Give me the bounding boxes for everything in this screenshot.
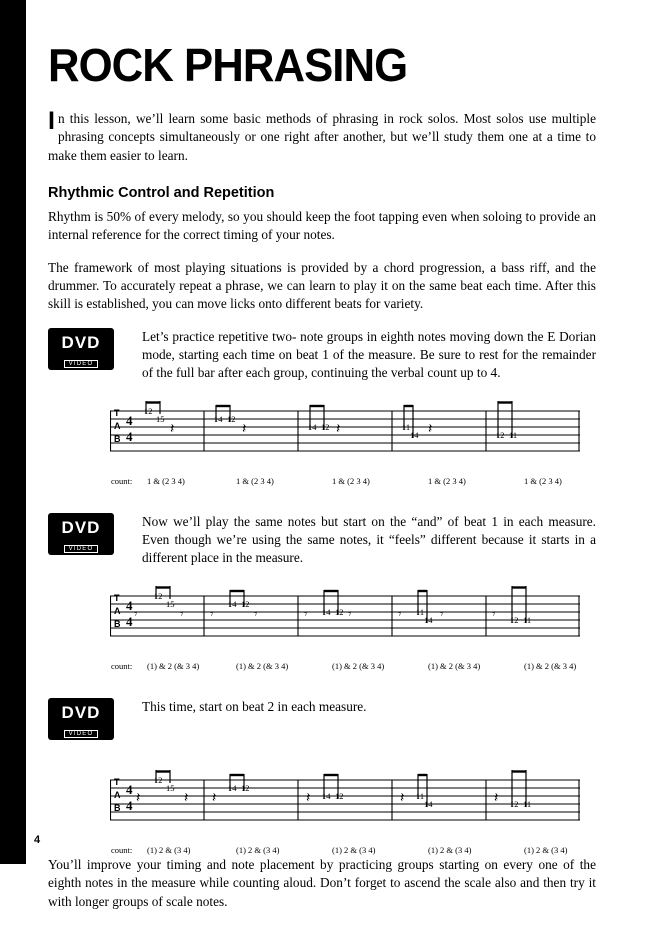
- tab-staff-svg-1: [110, 401, 580, 467]
- example-3-block: [48, 698, 604, 752]
- svg-text:A: A: [114, 789, 121, 800]
- example-3-count-row: [110, 844, 580, 856]
- example-2-block: [48, 513, 604, 568]
- count-measure: (1) & 2 (& 3 4): [147, 660, 200, 671]
- svg-text:14: 14: [424, 614, 433, 625]
- svg-text:𝄽: 𝄽: [494, 789, 499, 806]
- count-measure: 1 & (2 3 4): [332, 475, 370, 486]
- example-3-tab-staff: [110, 770, 580, 856]
- example-3-text: This time, start on beat 2 in each measure.: [142, 698, 367, 714]
- example-1-text: Let’s practice repetitive two- note groups in eighth notes moving down the E Dorian mode, starting each time on beat 1 of the measure. Be sure to rest for the remainder of the full bar after each group, continuing the verbal count up to 4.: [142, 328, 596, 381]
- dvd-video-icon: [48, 513, 114, 555]
- svg-text:𝄽: 𝄽: [212, 789, 217, 806]
- svg-text:𝄾: 𝄾: [440, 606, 444, 622]
- count-measure: (1) & 2 (& 3 4): [428, 660, 481, 671]
- svg-text:15: 15: [156, 413, 165, 424]
- svg-text:11: 11: [523, 798, 532, 809]
- svg-text:14: 14: [228, 598, 237, 609]
- svg-text:T: T: [114, 776, 120, 787]
- svg-text:𝄾: 𝄾: [492, 606, 496, 622]
- svg-text:𝄽: 𝄽: [184, 789, 189, 806]
- svg-text:𝄾: 𝄾: [210, 606, 214, 622]
- svg-text:4: 4: [126, 797, 133, 813]
- svg-text:T: T: [114, 407, 120, 418]
- svg-text:14: 14: [322, 790, 331, 801]
- svg-text:𝄾: 𝄾: [304, 606, 308, 622]
- svg-text:𝄾: 𝄾: [134, 606, 138, 622]
- svg-text:14: 14: [308, 421, 317, 432]
- svg-text:B: B: [114, 433, 121, 444]
- svg-text:11: 11: [509, 429, 518, 440]
- svg-text:𝄽: 𝄽: [242, 420, 247, 437]
- svg-text:14: 14: [424, 798, 433, 809]
- count-measure: 1 & (2 3 4): [524, 475, 562, 486]
- tab-staff-svg-2: [110, 586, 580, 652]
- svg-text:12: 12: [335, 790, 344, 801]
- page-content: [48, 0, 604, 925]
- svg-text:12: 12: [241, 782, 250, 793]
- count-measure: (1) 2 & (3 4): [524, 844, 568, 855]
- example-1-tab-staff: [110, 401, 580, 487]
- svg-text:𝄽: 𝄽: [170, 420, 175, 437]
- outro-paragraph: You’ll improve your timing and note placement by practicing groups starting on every one of the eighth notes in the measure while counting aloud. Don’t forget to ascend the scale also and then try it with longer groups of scale notes.: [48, 856, 596, 909]
- svg-text:12: 12: [321, 421, 330, 432]
- svg-text:12: 12: [154, 774, 163, 785]
- svg-text:T: T: [114, 592, 120, 603]
- svg-text:14: 14: [214, 413, 223, 424]
- dvd-icon-sublabel: VIDEO: [64, 545, 99, 553]
- intro-paragraph: [48, 107, 596, 165]
- svg-text:12: 12: [154, 590, 163, 601]
- svg-text:A: A: [114, 420, 121, 431]
- dvd-icon-label: DVD: [61, 517, 101, 537]
- count-measure: (1) 2 & (3 4): [428, 844, 472, 855]
- svg-text:𝄽: 𝄽: [428, 420, 433, 437]
- svg-text:B: B: [114, 618, 121, 629]
- page-number: 4: [34, 834, 41, 846]
- count-label-1: count:: [111, 475, 133, 486]
- svg-text:4: 4: [126, 428, 133, 444]
- svg-text:12: 12: [241, 598, 250, 609]
- svg-text:11: 11: [523, 614, 532, 625]
- dvd-video-icon: [48, 698, 114, 740]
- svg-text:12: 12: [144, 405, 153, 416]
- section-heading: Rhythmic Control and Repetition: [48, 185, 275, 202]
- svg-text:14: 14: [410, 429, 419, 440]
- count-label-2: count:: [111, 660, 133, 671]
- svg-text:11: 11: [402, 421, 411, 432]
- page-title: ROCK PHRASING: [48, 39, 408, 91]
- svg-text:4: 4: [126, 412, 133, 428]
- count-measure: 1 & (2 3 4): [428, 475, 466, 486]
- svg-text:11: 11: [416, 790, 425, 801]
- count-measure: 1 & (2 3 4): [147, 475, 185, 486]
- svg-text:12: 12: [510, 798, 519, 809]
- svg-text:𝄽: 𝄽: [336, 420, 341, 437]
- svg-text:12: 12: [496, 429, 505, 440]
- svg-text:14: 14: [228, 782, 237, 793]
- drop-cap: I: [48, 107, 55, 135]
- svg-text:𝄽: 𝄽: [400, 789, 405, 806]
- dvd-icon-sublabel: VIDEO: [64, 360, 99, 368]
- example-2-count-row: [110, 660, 580, 672]
- page-edge-bar: [0, 0, 26, 864]
- count-measure: (1) & 2 (& 3 4): [236, 660, 289, 671]
- svg-text:A: A: [114, 605, 121, 616]
- svg-text:15: 15: [166, 782, 175, 793]
- svg-text:B: B: [114, 802, 121, 813]
- svg-text:12: 12: [510, 614, 519, 625]
- section-paragraph-1: Rhythm is 50% of every melody, so you should keep the foot tapping even when soloing to provide an internal reference for the correct timing of your notes.: [48, 209, 596, 243]
- count-measure: (1) 2 & (3 4): [236, 844, 280, 855]
- intro-text: n this lesson, we’ll learn some basic methods of phrasing in rock solos. Most solos use multiple phrasing concepts simultaneously or one right after another, but we’ll study them one at a time to make them easier to learn.: [48, 111, 596, 163]
- example-2-text: Now we’ll play the same notes but start on the “and” of beat 1 in each measure. Even though we’re using the same notes, it “feels” different because it starts in a different place in the measure.: [142, 513, 596, 566]
- example-2-tab-staff: [110, 586, 580, 672]
- count-measure: (1) & 2 (& 3 4): [524, 660, 577, 671]
- dvd-icon-label: DVD: [61, 332, 101, 352]
- svg-text:11: 11: [416, 606, 425, 617]
- dvd-video-icon: [48, 328, 114, 370]
- svg-text:12: 12: [335, 606, 344, 617]
- dvd-icon-sublabel: VIDEO: [64, 730, 99, 738]
- svg-text:𝄾: 𝄾: [348, 606, 352, 622]
- tab-staff-svg-3: [110, 770, 580, 836]
- svg-text:15: 15: [166, 598, 175, 609]
- count-measure: (1) 2 & (3 4): [147, 844, 191, 855]
- example-1-count-row: [110, 475, 580, 487]
- svg-text:12: 12: [227, 413, 236, 424]
- svg-text:𝄽: 𝄽: [306, 789, 311, 806]
- svg-text:4: 4: [126, 613, 133, 629]
- svg-text:14: 14: [322, 606, 331, 617]
- svg-text:𝄾: 𝄾: [398, 606, 402, 622]
- svg-text:𝄾: 𝄾: [180, 606, 184, 622]
- svg-text:𝄾: 𝄾: [254, 606, 258, 622]
- svg-text:𝄽: 𝄽: [136, 789, 141, 806]
- dvd-icon-label: DVD: [61, 702, 101, 722]
- count-label-3: count:: [111, 844, 133, 855]
- example-1-block: [48, 328, 604, 383]
- section-paragraph-2: The framework of most playing situations is provided by a chord progression, a bass riff, and the drummer. To accurately repeat a phrase, we can learn to play it on the same beat each time. After this skill is established, you can move licks onto different beats for variety.: [48, 259, 596, 312]
- count-measure: (1) 2 & (3 4): [332, 844, 376, 855]
- svg-text:4: 4: [126, 781, 133, 797]
- count-measure: 1 & (2 3 4): [236, 475, 274, 486]
- svg-text:4: 4: [126, 597, 133, 613]
- count-measure: (1) & 2 (& 3 4): [332, 660, 385, 671]
